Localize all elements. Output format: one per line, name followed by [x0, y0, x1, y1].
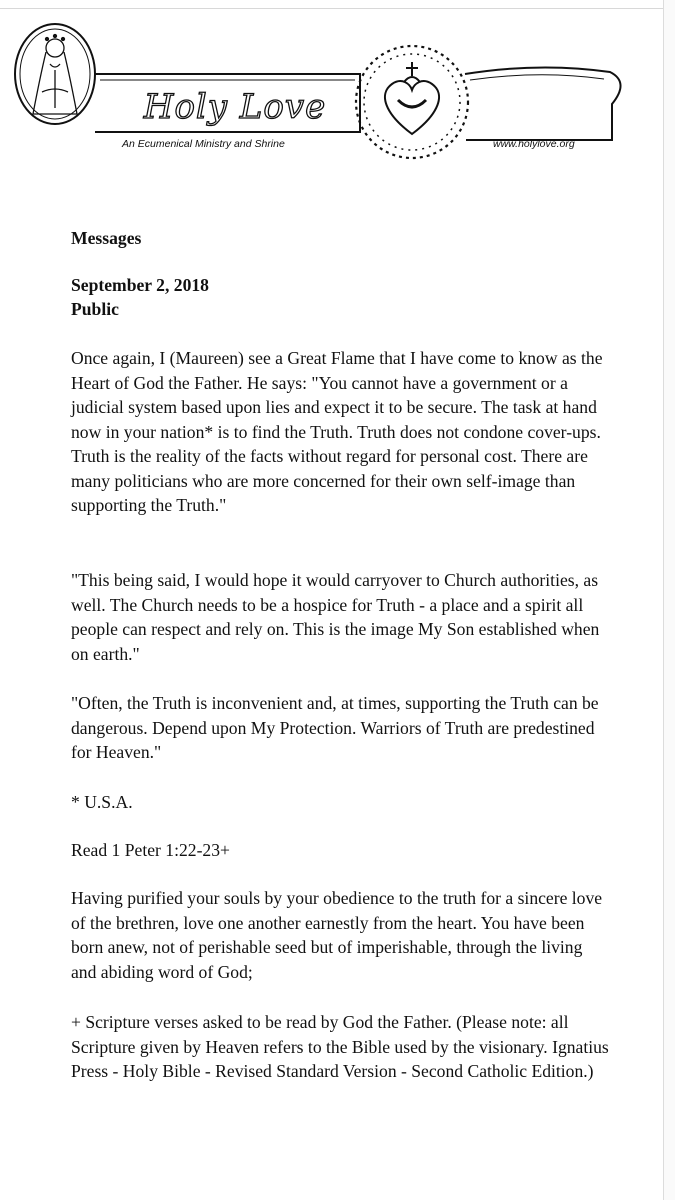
- message-visibility: Public: [71, 299, 119, 319]
- mary-figure-icon: [33, 35, 77, 115]
- united-hearts-icon: [385, 62, 439, 134]
- section-heading: Messages: [71, 228, 142, 248]
- message-paragraph: "This being said, I would hope it would carryover to Church authorities, as well. The Church needs to be a hospice for Truth - a place and a spirit all people can respect and rely on. This is the image My Son established when on earth.": [71, 570, 600, 664]
- ribbon-right-line-icon: [470, 75, 604, 80]
- scripture-text: Having purified your souls by your obedience to the truth for a sincere love of the brethren, love one another earnestly from the heart. You have been born anew, not of perishable seed but of imperishable, through the living and abiding word of God;: [71, 888, 603, 982]
- window-top-edge: [0, 0, 675, 9]
- message-paragraph: "Often, the Truth is inconvenient and, at times, supporting the Truth can be dangerous. Depend upon My Protection. Warriors of Truth are predestined for Heaven.": [71, 693, 599, 762]
- message-paragraph: Once again, I (Maureen) see a Great Flame that I have come to know as the Heart of God the Father. He says: "You cannot have a government or a judicial system based upon lies and expect it to be secure. The task at hand now in your nation* is to find the Truth. Truth does not condone cover-ups. Truth is the reality of the facts without regard for personal cost. There are many politicians who are more concerned for their own self-image than supporting the Truth.": [71, 348, 603, 515]
- message-date: September 2, 2018: [71, 275, 209, 295]
- scripture-reference: Read 1 Peter 1:22-23+: [71, 840, 230, 860]
- logo-title: Holy Love: [143, 87, 327, 127]
- scrollbar-track[interactable]: [663, 0, 675, 1200]
- logo-url[interactable]: www.holylove.org: [493, 138, 575, 150]
- footnote-marker: * U.S.A.: [71, 792, 133, 812]
- holy-love-banner: [0, 22, 675, 172]
- scripture-note: + Scripture verses asked to be read by God the Father. (Please note: all Scripture given by Heaven refers to the Bible used by the visionary. Ignatius Press - Holy Bible - Revised Standard Version - Second Catholic Edition.): [71, 1012, 609, 1081]
- logo-subtitle: An Ecumenical Ministry and Shrine: [122, 138, 285, 150]
